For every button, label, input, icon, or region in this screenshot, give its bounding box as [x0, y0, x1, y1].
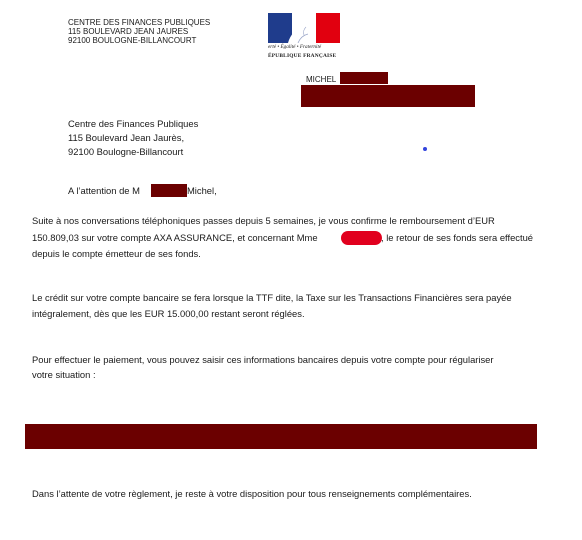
sender-header-line3: 92100 BOULOGNE-BILLANCOURT	[68, 36, 197, 45]
sender-header-line1: CENTRE DES FINANCES PUBLIQUES	[68, 18, 211, 27]
address-line3: 92100 Boulogne-Billancourt	[68, 146, 184, 157]
stray-dot	[423, 147, 427, 151]
recipient-name: MICHEL	[306, 75, 337, 84]
closing-line1: Dans l’attente de votre règlement, je reste à votre disposition pour tous renseignements complémentaires.	[32, 488, 472, 499]
redaction-recipient-name	[340, 72, 388, 84]
paragraph1-line3: depuis le compte émetteur de ses fonds.	[32, 248, 201, 259]
paragraph1-line2a: 150.809,03 sur votre compte AXA ASSURANCE, et concernant Mme	[32, 232, 318, 243]
paragraph2-line1: Le crédit sur votre compte bancaire se fera lorsque la TTF dite, la Taxe sur les Transactions Financières sera payée	[32, 292, 512, 303]
salutation-suffix: Michel,	[187, 185, 217, 196]
redaction-client-name	[341, 231, 382, 245]
address-line1: Centre des Finances Publiques	[68, 118, 199, 129]
logo-republic-label: ÉPUBLIQUE FRANÇAISE	[268, 53, 337, 59]
paragraph1-line1: Suite à nos conversations téléphoniques passes depuis 5 semaines, je vous confirme le remboursement d’EUR	[32, 215, 495, 226]
redaction-recipient-address	[301, 85, 475, 107]
marianne-flag-icon	[268, 13, 340, 43]
paragraph3-line1: Pour effectuer le paiement, vous pouvez saisir ces informations bancaires depuis votre compte pour régulariser	[32, 354, 494, 365]
paragraph2-line2: intégralement, dès que les EUR 15.000,00 restant seront réglées.	[32, 308, 305, 319]
paragraph1-line2b: , le retour de ses fonds sera effectué	[381, 232, 534, 243]
republique-francaise-logo	[268, 13, 342, 65]
paragraph3-line2: votre situation :	[32, 369, 96, 380]
address-line2: 115 Boulevard Jean Jaurès,	[68, 132, 185, 143]
salutation-prefix: A l’attention de M	[68, 185, 140, 196]
redaction-bank-details	[25, 424, 537, 449]
logo-motto: erté • Égalité • Fraternité	[268, 44, 322, 50]
redaction-salutation-name	[151, 184, 187, 197]
sender-header-line2: 115 BOULEVARD JEAN JAURES	[68, 27, 189, 36]
